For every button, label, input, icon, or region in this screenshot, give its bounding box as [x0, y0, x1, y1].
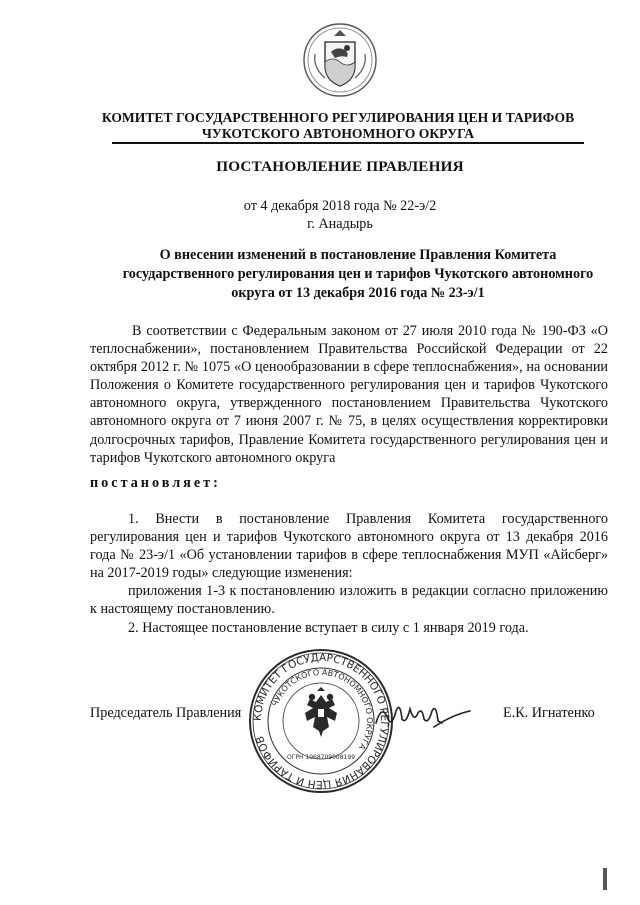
signer-title: Председатель Правления	[90, 705, 242, 721]
chukotka-emblem-icon	[301, 22, 379, 100]
organization-header	[88, 110, 588, 142]
item-1: 1. Внести в постановление Правления Комитета государственного регулирования цен и тарифов Чукотского автономного округа от 13 декабря 2016 года № 23-э/1 «Об установлении тарифов в сфере теплоснабжения МУП «Айсберг» на 2017-2019 годы» следующие изменения:	[90, 511, 608, 582]
document-meta	[60, 197, 620, 233]
subject-line-1: О внесении изменений в постановление Правления Комитета	[159, 247, 557, 263]
decree-items	[90, 510, 608, 637]
org-name-line-1: КОМИТЕТ ГОСУДАРСТВЕННОГО РЕГУЛИРОВАНИЯ ЦЕН И ТАРИФОВ	[101, 110, 575, 125]
subject-line-3: округа от 13 декабря 2016 года № 23-э/1	[231, 285, 485, 301]
stamp-ogrn-text: ОГРН 1068709008199	[286, 754, 356, 761]
header-divider	[112, 142, 584, 144]
decree-word: постановляет:	[90, 475, 221, 491]
signer-name: Е.К. Игнатенко	[503, 705, 595, 721]
item-2: 2. Настоящее постановление вступает в силу с 1 января 2019 года.	[128, 619, 529, 636]
document-type: ПОСТАНОВЛЕНИЕ ПРАВЛЕНИЯ	[216, 158, 464, 175]
org-name-line-2: ЧУКОТСКОГО АВТОНОМНОГО ОКРУГА	[201, 126, 475, 141]
document-subject	[88, 246, 628, 303]
scan-edge-mark	[603, 868, 607, 890]
preamble-paragraph: В соответствии с Федеральным законом от 27 июля 2010 года № 190-ФЗ «О теплоснабжении», постановлением Правительства Российской Федерации от 22 октября 2012 г. № 1075 «О ценообразовании в сфере теплоснабжения», на основании Положения о Комитете государственного регулирования цен и тарифов Чукотского автономного округа, утвержденного постановлением Правительства Чукотского автономного округа от 7 июня 2007 г. № 75, в целях осуществления корректировки долгосрочных тарифов, Правление Комитета государственного регулирования цен и тарифов Чукотского автономного округа	[90, 323, 608, 466]
stamp-outer-text: КОМИТЕТ ГОСУДАРСТВЕННОГО РЕГУЛИРОВАНИЯ ЦЕН И ТАРИФОВ	[251, 651, 391, 791]
subject-line-2: государственного регулирования цен и тарифов Чукотского автономного	[122, 266, 594, 282]
document-place: г. Анадырь	[307, 216, 373, 232]
handwritten-signature-icon	[372, 697, 472, 733]
stamp-inner-text: ЧУКОТСКОГО АВТОНОМНОГО ОКРУГА	[270, 667, 375, 752]
document-date-number: от 4 декабря 2018 года № 22-э/2	[243, 198, 437, 214]
item-1-detail: приложения 1-3 к постановлению изложить в редакции согласно приложению к настоящему постановлению.	[90, 583, 608, 618]
